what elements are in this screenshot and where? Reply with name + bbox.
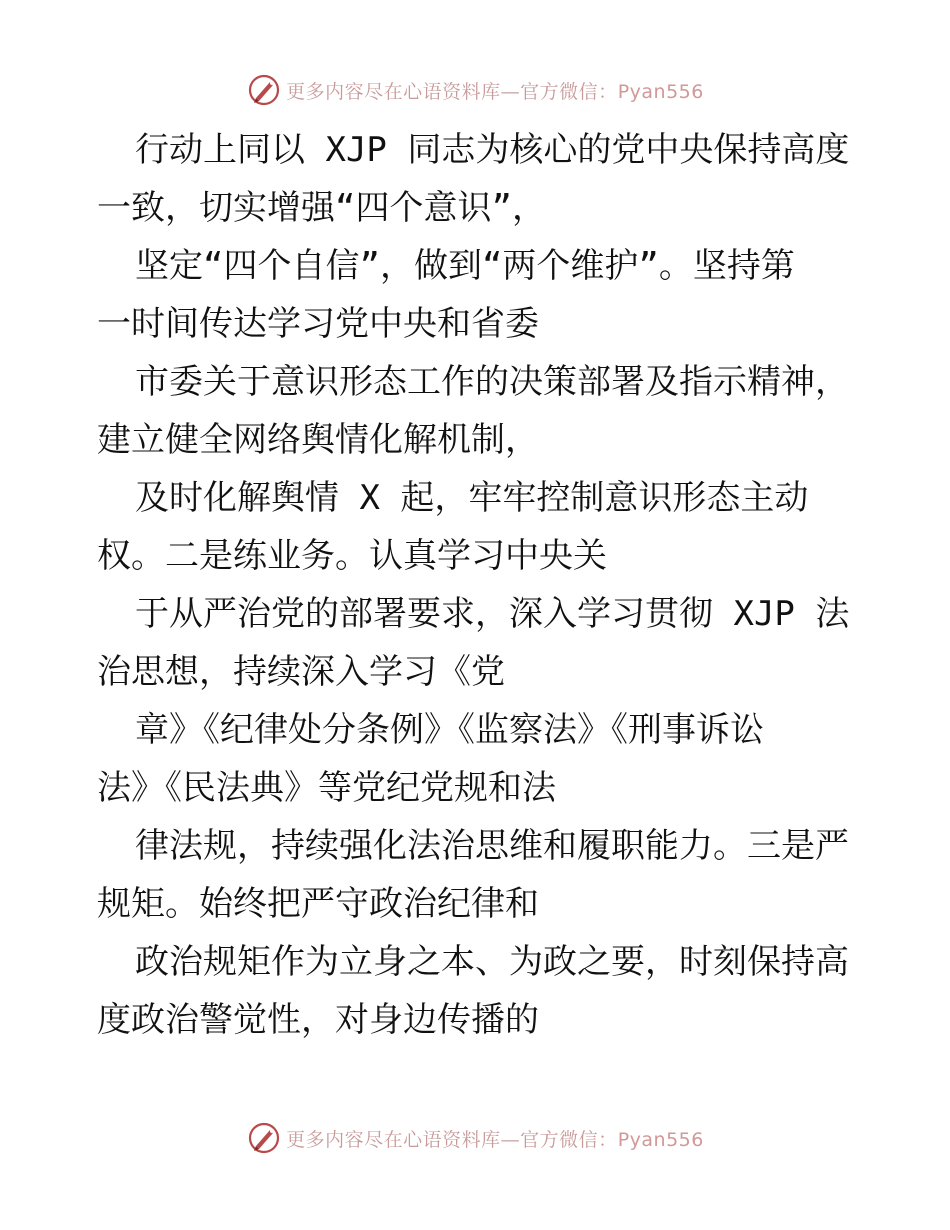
- header-banner: [0, 70, 950, 110]
- body-line: 行动上同以 XJP 同志为核心的党中央保持高度: [135, 130, 850, 170]
- body-line: 法》《民法典》等党纪党规和法: [97, 768, 556, 808]
- body-line: 政治规矩作为立身之本、为政之要，时刻保持高: [135, 942, 849, 982]
- banner-site-name: 更多内容尽在心语资料库: [286, 1128, 501, 1151]
- body-line: 章》《纪律处分条例》《监察法》《刑事诉讼: [135, 710, 764, 750]
- banner-separator: —: [500, 80, 521, 103]
- banner-text: [286, 1125, 704, 1152]
- banner-text: [286, 77, 704, 104]
- banner-wechat-id: Pyan556: [617, 1128, 704, 1151]
- body-line: 一致，切实增强“四个意识”，: [97, 188, 546, 228]
- banner-wechat-label: 官方微信：: [520, 80, 618, 103]
- pen-logo-icon: [246, 72, 282, 108]
- body-line: 治思想，持续深入学习《党: [97, 652, 505, 692]
- body-line: 坚定“四个自信”，做到“两个维护”。坚持第: [135, 246, 795, 286]
- banner-separator: —: [500, 1128, 521, 1151]
- body-line: 律法规，持续强化法治思维和履职能力。三是严: [135, 826, 849, 866]
- body-line: 建立健全网络舆情化解机制，: [97, 420, 539, 460]
- body-line: 度政治警觉性，对身边传播的: [97, 1000, 539, 1040]
- body-line: 规矩。始终把严守政治纪律和: [97, 884, 539, 924]
- pen-logo-icon: [246, 1120, 282, 1156]
- banner-site-name: 更多内容尽在心语资料库: [286, 80, 501, 103]
- body-line: 于从严治党的部署要求，深入学习贯彻 XJP 法: [135, 594, 850, 634]
- body-line: 权。二是练业务。认真学习中央关: [97, 536, 607, 576]
- body-line: 市委关于意识形态工作的决策部署及指示精神，: [135, 362, 849, 402]
- body-line: 及时化解舆情 X 起，牢牢控制意识形态主动: [135, 478, 809, 518]
- footer-banner: [0, 1118, 950, 1158]
- banner-wechat-id: Pyan556: [617, 80, 704, 103]
- banner-wechat-label: 官方微信：: [520, 1128, 618, 1151]
- body-line: 一时间传达学习党中央和省委: [97, 304, 539, 344]
